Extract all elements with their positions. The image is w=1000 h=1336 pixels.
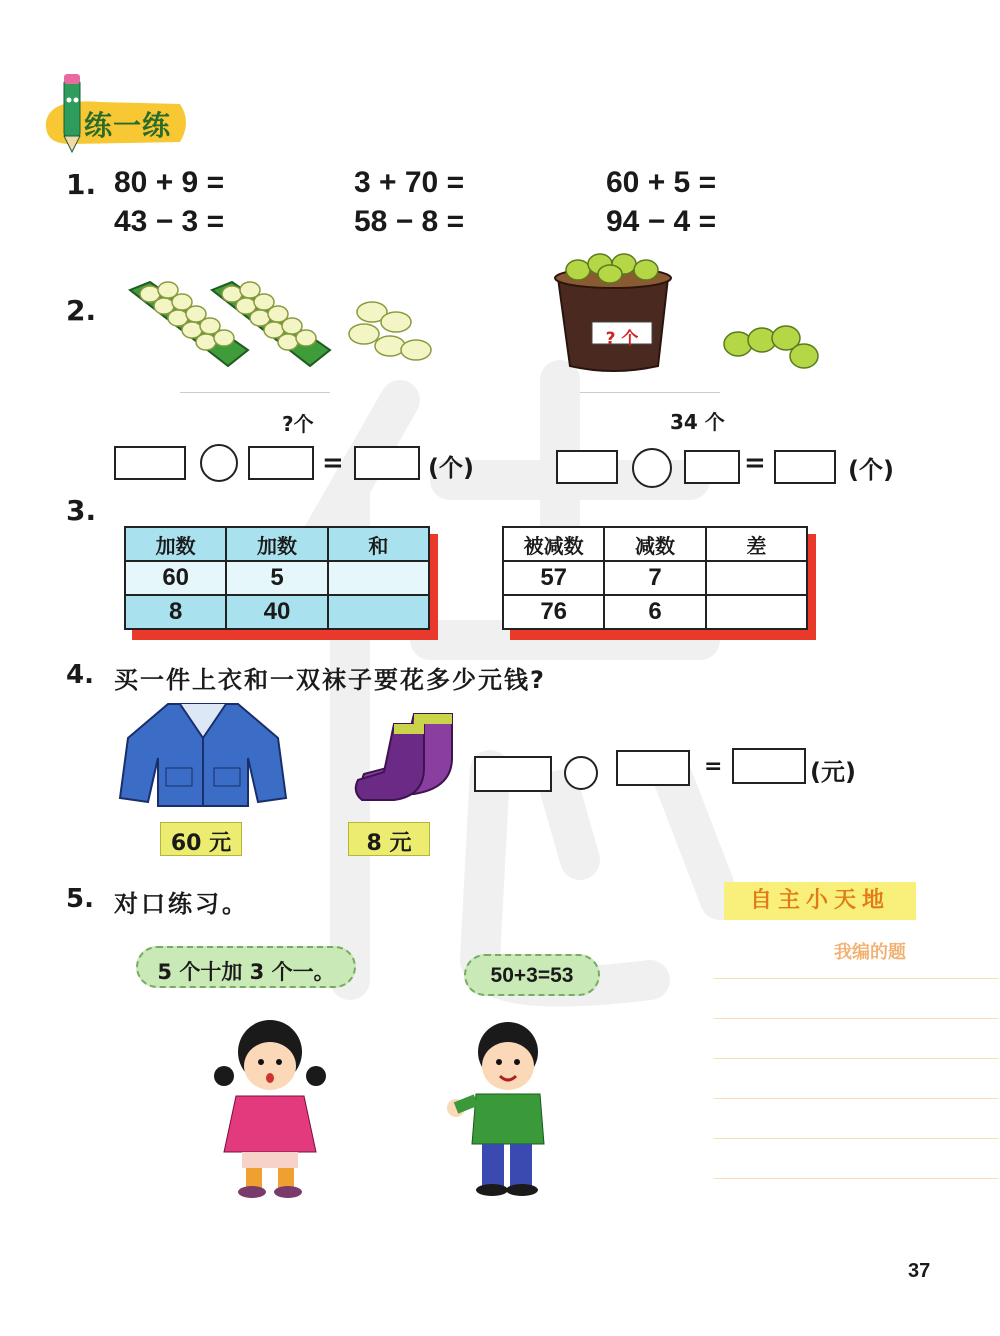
- operator-circle[interactable]: [632, 448, 672, 488]
- q1-problem: 94 − 4 =: [606, 205, 717, 238]
- answer-box[interactable]: [616, 750, 690, 786]
- q1-problem: 80 + 9 =: [114, 166, 225, 199]
- q4-question: 买一件上衣和一双袜子要花多少元钱?: [114, 666, 546, 694]
- answer-box[interactable]: [732, 748, 806, 784]
- q1-problem: 43 − 3 =: [114, 205, 225, 238]
- unit-label: (个): [848, 456, 894, 484]
- sidebar-subtitle: 我编的题: [834, 942, 906, 963]
- writing-line: [714, 1018, 998, 1019]
- writing-line: [714, 1178, 998, 1179]
- answer-box[interactable]: [354, 446, 420, 480]
- table-cell: 40: [226, 595, 327, 629]
- answer-box[interactable]: [556, 450, 618, 484]
- q1-problem: 60 + 5 =: [606, 166, 717, 199]
- egg-trays-image: [124, 278, 444, 378]
- q1-problem: 58 − 8 =: [354, 205, 465, 238]
- q4-number: 4.: [66, 660, 94, 690]
- q2-number: 2.: [66, 294, 97, 327]
- answer-cell[interactable]: [706, 595, 807, 629]
- divider: [180, 392, 330, 393]
- equals-sign: =: [704, 754, 723, 779]
- section-title: 练一练: [84, 109, 172, 142]
- answer-cell[interactable]: [328, 561, 429, 595]
- section-badge: [40, 92, 190, 148]
- writing-line: [714, 978, 998, 979]
- girl-figure: [206, 1012, 336, 1198]
- answer-cell[interactable]: [328, 595, 429, 629]
- answer-box[interactable]: [684, 450, 740, 484]
- q1-number: 1.: [66, 168, 97, 201]
- basket-label: ? 个: [605, 329, 639, 349]
- pear-basket-image: [548, 248, 838, 378]
- operator-circle[interactable]: [564, 756, 598, 790]
- table-header: 减数: [604, 527, 705, 561]
- q5-title: 对口练习。: [114, 890, 249, 918]
- price-tag: 8 元: [348, 822, 430, 856]
- boy-speech-bubble: 50+3=53: [464, 954, 600, 996]
- table-cell: 5: [226, 561, 327, 595]
- boy-figure: [444, 1014, 564, 1198]
- unit-label: (个): [428, 454, 474, 482]
- table-header: 被减数: [503, 527, 604, 561]
- answer-box[interactable]: [114, 446, 186, 480]
- pears-total-label: 34 个: [670, 410, 725, 434]
- subtraction-table: [502, 526, 808, 630]
- equals-sign: =: [744, 448, 766, 478]
- table-header: 加数: [125, 527, 226, 561]
- operator-circle[interactable]: [200, 444, 238, 482]
- jacket-image: [118, 698, 288, 810]
- table-header: 和: [328, 527, 429, 561]
- page-number: 37: [908, 1260, 931, 1282]
- price-tag: 60 元: [160, 822, 242, 856]
- table-cell: 57: [503, 561, 604, 595]
- divider: [580, 392, 720, 393]
- sidebar-title: 自主小天地: [724, 882, 916, 920]
- table-cell: 6: [604, 595, 705, 629]
- writing-line: [714, 1058, 998, 1059]
- q3-number: 3.: [66, 494, 97, 527]
- table-header: 差: [706, 527, 807, 561]
- writing-line: [714, 1138, 998, 1139]
- equals-sign: =: [322, 448, 344, 478]
- socks-image: [354, 708, 464, 804]
- table-cell: 8: [125, 595, 226, 629]
- table-header: 加数: [226, 527, 327, 561]
- table-cell: 76: [503, 595, 604, 629]
- writing-line: [714, 1098, 998, 1099]
- girl-speech-bubble: 5 个十加 3 个一。: [136, 946, 356, 988]
- q5-number: 5.: [66, 884, 94, 914]
- table-cell: 60: [125, 561, 226, 595]
- eggs-total-label: ?个: [282, 412, 314, 436]
- table-cell: 7: [604, 561, 705, 595]
- addition-table: [124, 526, 430, 630]
- answer-box[interactable]: [774, 450, 836, 484]
- answer-box[interactable]: [474, 756, 552, 792]
- q1-problem: 3 + 70 =: [354, 166, 465, 199]
- answer-cell[interactable]: [706, 561, 807, 595]
- unit-label: (元): [810, 758, 856, 786]
- answer-box[interactable]: [248, 446, 314, 480]
